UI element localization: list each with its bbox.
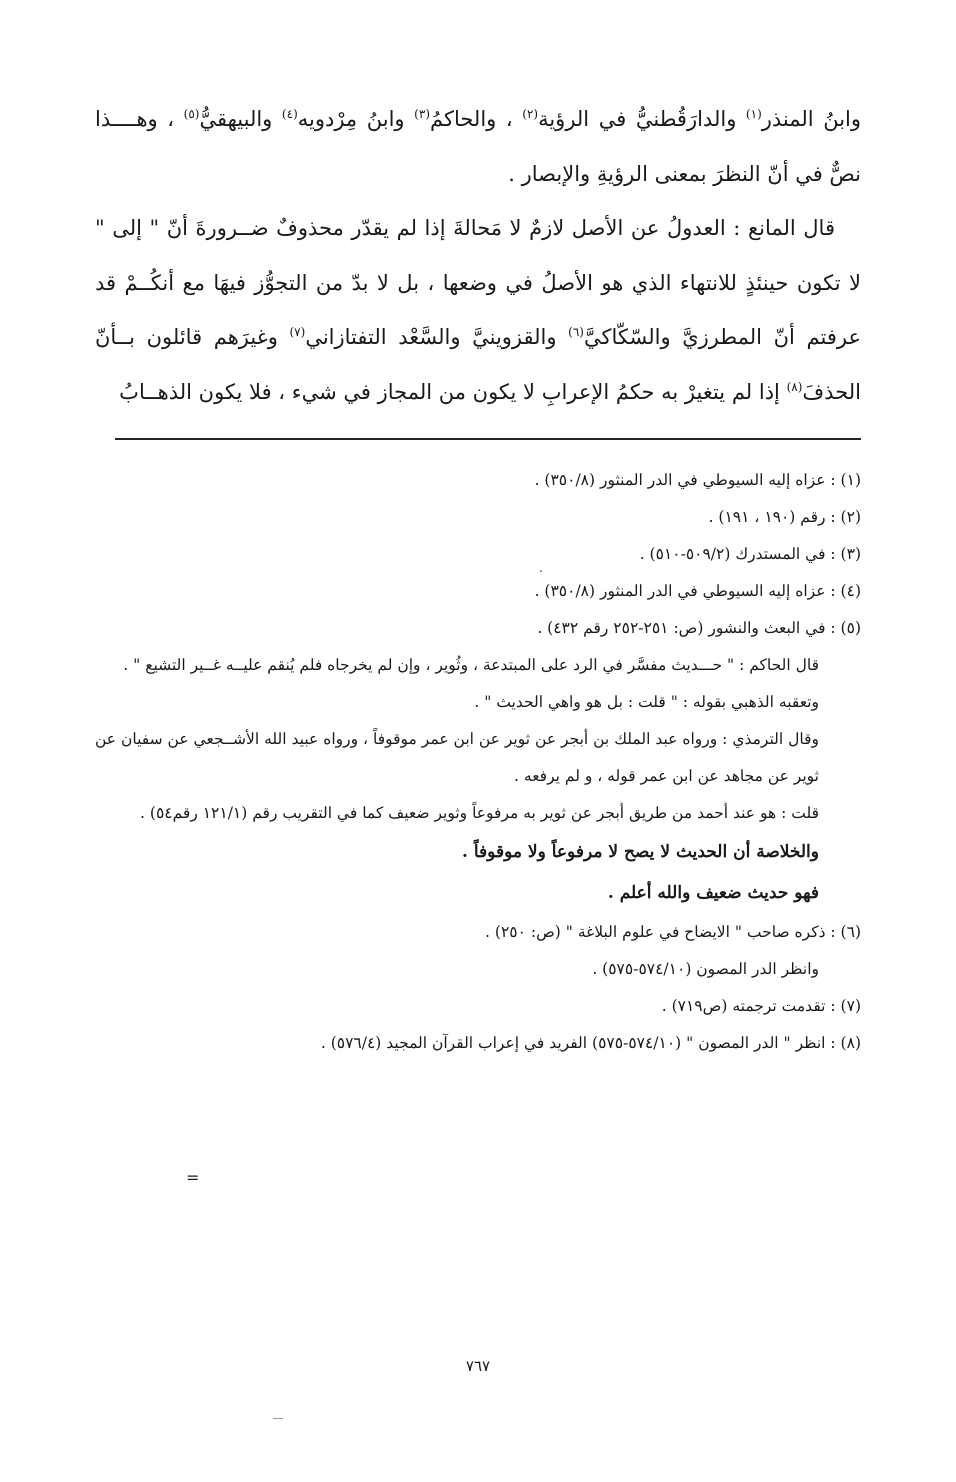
text-run: والقزوينيَّ والسَّعْد التفتازاني [305,325,569,349]
footnote-ref-8[interactable]: (٨) [786,379,803,394]
paragraph-2 [95,201,861,419]
footnote-ref-1[interactable]: (١) [745,107,762,121]
footnote-5-verdict: فهو حديث ضعيف والله أعلم . [607,883,819,903]
footnote-5-tirmidhi: وقال الترمذي : ورواه عبد الملك بن أبجر عن ثوير عن ابن عمر موقوفاً ، ورواه عبيد الله الأشــجعي عن سفيان عن ثوير عن مجاهد عن ابن عمر قوله ، و لم يرفعه . [95,730,819,785]
footnote-5-qult: قلت : هو عند أحمد من طريق أبجر عن ثوير به مرفوعاً وثوير ضعيف كما في التقريب رقم (١٢١/١ رقم٥٤) . [140,804,819,822]
footnote-separator [115,438,861,440]
footnote-5: (٥) : في البعث والنشور (ص: ٢٥١-٢٥٢ رقم ٤٣٢) . [537,619,861,637]
text-run: وغيرَهم قائلون بــأنّ الحذفَ [95,325,861,404]
footnote-1: (١) : عزاه إليه السيوطي في الدر المنثور (٣٥٠/٨) . [534,471,861,489]
text-run: وابنُ المنذر [761,107,862,131]
footnote-ref-5[interactable]: (٥) [183,107,200,121]
footnote-ref-4[interactable]: (٤) [281,107,298,121]
footnote-4: (٤) : عزاه إليه السيوطي في الدر المنثور (٣٥٠/٨) . [534,582,861,600]
text-run: ، وهــــذا نصٌّ في أنّ النظرَ بمعنى الرؤيةِ والإبصار . [95,107,861,186]
text-run: ، والحاكمُ [430,107,523,131]
footnote-ref-6[interactable]: (٦) [568,325,584,339]
paragraph-1 [95,92,861,201]
footnote-5-hakim: قال الحاكم : " حـــديث مفسَّر في الرد على المبتدعة ، وثُوير ، وإن لم يخرجاه فلم يُنقم عليــه غــير التشيع " . [123,656,819,674]
footnote-7: (٧) : تقدمت ترجمته (ص٧١٩) . [661,997,861,1015]
footnote-5-dhahabi: وتعقبه الذهبي بقوله : " قلت : بل هو واهي الحديث " . [474,693,819,711]
footnote-2: (٢) : رقم (١٩٠ ، ١٩١) . [708,508,861,526]
footnote-5-conclusion: والخلاصة أن الحديث لا يصح لا مرفوعاً ولا موقوفاً . [462,842,819,862]
footnotes [95,462,861,1062]
text-run: والدارَقُطنيُّ في الرؤية [538,107,746,131]
footnote-8: (٨) : انظر " الدر المصون " (٥٧٤/١٠-٥٧٥) الفريد في إعراب القرآن المجيد (٥٧٦/٤) . [320,1034,861,1052]
footnote-6-see: وانظر الدر المصون (٥٧٤/١٠-٥٧٥) . [592,960,819,978]
footnote-3: (٣) : في المستدرك (٥٠٩/٢-٥١٠) . [639,545,861,563]
continued-mark: = [186,1168,200,1187]
text-run: وابنُ مِرْدويه [297,107,415,131]
scan-mark [273,1418,283,1419]
main-text [95,92,861,419]
footnote-6: (٦) : ذكره صاحب " الايضاح في علوم البلاغة " (ص: ٢٥٠) . [485,923,861,941]
footnote-ref-3[interactable]: (٣) [414,107,430,121]
footnote-ref-2[interactable]: (٢) [522,107,539,121]
page-number: ٧٦٧ [465,1357,491,1375]
text-run: إذا لم يتغيرْ به حكمُ الإعرابِ لا يكون من المجاز في شيء ، فلا يكون الذهــابُ [119,379,787,404]
text-run: قال المانع : العدولُ عن الأصل لازمٌ لا مَحالةَ إذا لم يقدّر محذوفٌ ضــرورةَ أنّ " إلى " لا تكون حينئذٍ للانتهاء الذي هو الأصلُ في وضعها ، بل لا بدّ من التجوُّز فيهَا مع أنكُــمْ قد عرفتم أنّ المطرزيَّ والسّكّاكيَّ [95,216,861,349]
footnote-ref-7[interactable]: (٧) [289,325,306,339]
text-run: والبيهقيُّ [199,107,282,131]
